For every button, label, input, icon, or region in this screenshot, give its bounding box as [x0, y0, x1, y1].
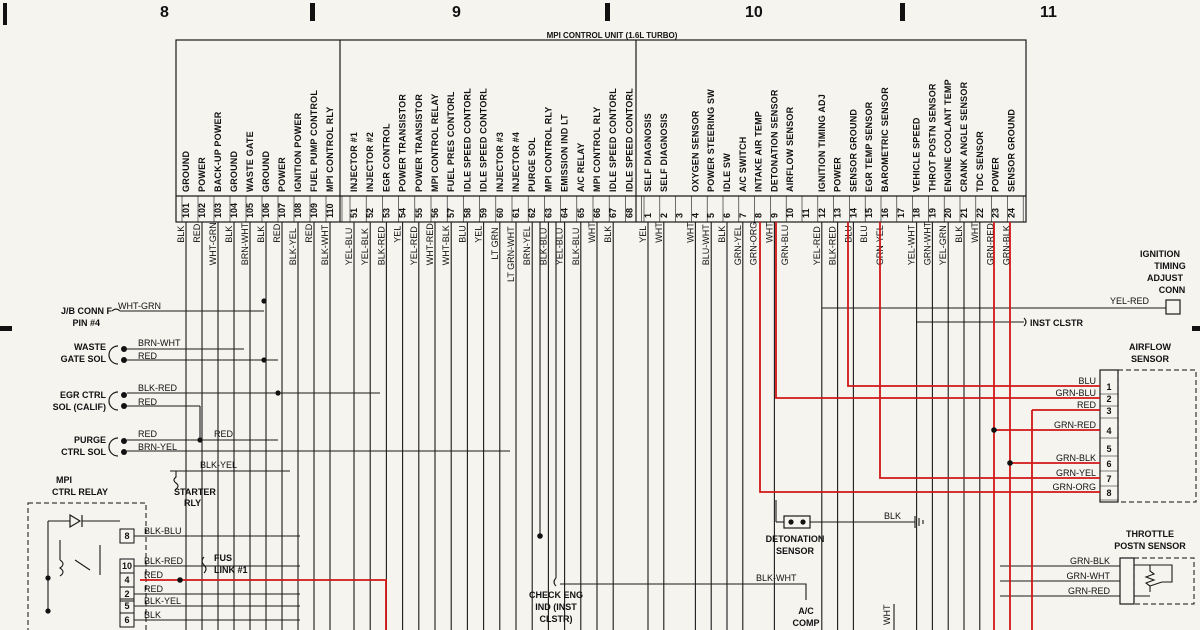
- ecu-pin-label: POWER TRANSISTOR: [413, 93, 424, 192]
- ecu-pin-number: 53: [381, 207, 392, 218]
- ecu-pin-label: EMISSION IND LT: [559, 114, 570, 192]
- ecu-pin-number: 51: [349, 207, 359, 218]
- splice-dot: [537, 533, 543, 539]
- ecu-wire-color: BLK: [603, 225, 614, 243]
- ecu-pin-number: 22: [974, 207, 985, 218]
- ecu-wire-color: YEL-BLU: [344, 227, 354, 266]
- relay-pin-number: 8: [124, 531, 130, 541]
- ecu-pin-label: A/C SWITCH: [737, 136, 748, 192]
- airflow-sensor-label-2: SENSOR: [1130, 354, 1170, 364]
- relay-wire-color: BLK: [144, 610, 162, 620]
- ecu-pin-label: POWER: [197, 156, 207, 192]
- ecu-pin-number: 19: [927, 207, 938, 218]
- check-eng-label-2: IND (INST: [535, 602, 577, 612]
- ecu-pin-number: 16: [880, 207, 890, 218]
- relay-wire-color: RED: [144, 570, 164, 580]
- ecu-pin-number: 56: [430, 207, 440, 218]
- ecu-pin-label: DETONATION SENSOR: [769, 89, 780, 192]
- ecu-pin-number: 101: [181, 202, 191, 218]
- ecu-pin-number: 105: [245, 202, 255, 218]
- ecu-pin-number: 66: [592, 207, 602, 218]
- relay-wire-color: BLK-BLU: [144, 526, 182, 536]
- ecu-wire-color: BRN-YEL: [522, 226, 533, 266]
- purge-wire-a: RED: [138, 429, 158, 439]
- ecu-wire-color: BLU: [843, 225, 854, 243]
- ecu-pin-label: POWER: [832, 156, 843, 192]
- zone-number-11: 11: [1040, 4, 1057, 21]
- ecu-pin-number: 14: [848, 207, 859, 218]
- jb-conn-pin-label: PIN #4: [72, 318, 100, 328]
- ecu-pin-label: GROUND: [229, 150, 239, 192]
- ecu-pin-label: TDC SENSOR: [974, 130, 985, 192]
- mpi-ctrl-relay-label: MPI: [55, 475, 73, 485]
- ecu-pin-label: IDLE SPEED CONTORL: [624, 88, 635, 192]
- relay-pin-number: 10: [121, 561, 133, 571]
- mpi-control-unit: [176, 31, 1026, 222]
- waste-gate-wire-a: BRN-WHT: [138, 338, 181, 348]
- ignition-timing-conn: [1166, 300, 1180, 314]
- ecu-pin-number: 52: [365, 207, 376, 218]
- ecu-pin-label: INJECTOR #1: [349, 131, 359, 192]
- egr-wire-a: BLK-RED: [138, 383, 178, 393]
- ecu-pin-number: 5: [706, 212, 717, 218]
- airflow-wire-color: GRN-YEL: [1055, 468, 1096, 478]
- airflow-wire-color: GRN-RED: [1054, 420, 1096, 430]
- relay-diode-icon: [70, 515, 82, 527]
- ecu-pin-number: 55: [413, 207, 424, 218]
- mpi-ctrl-relay-label-2: CTRL RELAY: [51, 487, 109, 497]
- ecu-pin-number: 104: [229, 202, 239, 218]
- ecu-pin-label: IDLE SPEED CONTORL: [478, 88, 489, 192]
- ignition-timing-label-4: CONN: [1158, 285, 1186, 295]
- ecu-pin-label: PURGE SOL: [527, 137, 538, 192]
- ecu-wire-color: GRN-RED: [985, 223, 996, 266]
- ecu-wire-color: YEL-BLK: [360, 228, 371, 266]
- ecu-pin-number: 11: [801, 208, 811, 218]
- ecu-wire-color: GRN-WHT: [922, 221, 933, 266]
- ignition-timing-wire: YEL-RED: [1110, 296, 1150, 306]
- ecu-pin-number: 1: [643, 212, 653, 218]
- ecu-pin-label: EGR CONTROL: [381, 123, 392, 192]
- ecu-pin-label: INJECTOR #4: [511, 131, 521, 192]
- ecu-pin-number: 23: [990, 207, 1001, 218]
- ecu-wire-color: BLK: [954, 225, 964, 243]
- ecu-pin-label: WASTE GATE: [245, 131, 255, 192]
- ecu-pin-number: 107: [277, 202, 287, 218]
- ecu-wire-color: YEL-BLU: [554, 227, 565, 266]
- ecu-pin-number: 20: [943, 207, 954, 218]
- zone-number-8: 8: [160, 4, 169, 21]
- ecu-pin-number: 7: [737, 212, 748, 218]
- waste-gate-sol-label-2: GATE SOL: [60, 354, 106, 364]
- ecu-pin-number: 108: [293, 202, 303, 218]
- ecu-pin-label: IDLE SPEED CONTORL: [462, 88, 473, 192]
- ecu-wire-color: BLK-RED: [376, 226, 387, 266]
- ecu-pin-number: 58: [462, 207, 473, 218]
- ecu-wire-color: YEL-WHT: [906, 224, 917, 266]
- ecu-pin-number: 59: [478, 207, 489, 218]
- ecu-wire-color: YEL-RED: [811, 226, 822, 266]
- relay-pin-number: 5: [124, 601, 130, 611]
- purge-ctrl-sol-symbol: [109, 438, 118, 456]
- ecu-wire-color: BLU: [457, 225, 468, 243]
- detonation-wire: BLK: [884, 511, 902, 521]
- ecu-wire-color: RED: [272, 223, 282, 243]
- jb-conn-wire-color: WHT-GRN: [118, 301, 161, 311]
- ecu-wire-color: BLK-WHT: [320, 224, 330, 266]
- ecu-pin-label: MPI CONTROL RLY: [592, 106, 602, 192]
- ecu-pin-label: SENSOR GROUND: [848, 108, 859, 192]
- bottom-wht-wire: WHT: [882, 604, 892, 625]
- ecu-wire-color: BLK: [224, 225, 234, 243]
- ecu-pin-label: MPI CONTROL RELAY: [430, 93, 440, 192]
- registration-mark: [605, 3, 610, 21]
- ecu-pin-number: 9: [769, 212, 780, 218]
- ecu-wire-color: WHT: [653, 222, 664, 243]
- right-components: [560, 249, 1196, 630]
- ecu-pin-number: 63: [543, 207, 554, 218]
- zone-number-9: 9: [452, 4, 461, 21]
- ecu-pin-label: EGR TEMP SENSOR: [864, 101, 875, 192]
- ecu-pin-label: ENGINE COOLANT TEMP: [943, 79, 954, 192]
- ac-comp-label-2: COMP: [792, 618, 820, 628]
- ecu-wire-color: GRN-BLU: [780, 224, 791, 266]
- ecu-pin-number: 21: [959, 207, 969, 218]
- ecu-wire-color: BLU: [859, 225, 870, 243]
- red-wire-blu: [848, 222, 1100, 386]
- ecu-wire-color: WHT: [587, 222, 597, 243]
- airflow-pin-number: 8: [1106, 488, 1112, 498]
- ecu-pin-number: 57: [446, 207, 457, 218]
- ecu-pin-number: 102: [197, 202, 207, 218]
- ecu-pin-group-1: [181, 90, 342, 222]
- ecu-wire-color: RED: [192, 223, 202, 243]
- airflow-wire-color: RED: [1076, 400, 1096, 410]
- ecu-wire-color: YEL-RED: [408, 226, 419, 266]
- ecu-pin-number: 8: [753, 212, 764, 218]
- ecu-title: MPI CONTROL UNIT (1.6L TURBO): [546, 31, 678, 40]
- waste-gate-sol-symbol: [109, 346, 118, 364]
- ecu-wire-color: WHT: [764, 222, 775, 243]
- airflow-pin-number: 4: [1106, 426, 1112, 436]
- registration-mark: [900, 3, 905, 21]
- purge-wire-b: BRN-YEL: [138, 442, 178, 452]
- detonation-sensor-label-2: SENSOR: [775, 546, 815, 556]
- ignition-timing-label: IGNITION: [1140, 249, 1180, 259]
- check-eng-label-3: CLSTR): [539, 614, 573, 624]
- check-eng-label: CHECK ENG: [528, 590, 584, 600]
- starter-rly-label-2: RLY: [184, 498, 202, 508]
- ecu-wire-color: BRN-WHT: [240, 222, 250, 266]
- ecu-pin-label: INJECTOR #2: [365, 131, 376, 192]
- ecu-wire-color: GRN-ORG: [748, 221, 759, 266]
- ecu-pin-number: 62: [527, 207, 538, 218]
- relay-pin-number: 4: [124, 575, 130, 585]
- fus-link-label-2: LINK #1: [214, 565, 248, 575]
- ecu-wire-color: LT GRN: [489, 227, 500, 260]
- ecu-pin-label: FUEL PRES CONTORL: [446, 91, 457, 192]
- ecu-pin-label: IDLE SPEED CONTORL: [608, 88, 619, 192]
- egr-wire-b: RED: [138, 397, 158, 407]
- ecu-wire-color: YEL: [473, 225, 484, 243]
- egr-ctrl-sol-label: EGR CTRL: [60, 390, 106, 400]
- ecu-pin-label: AIRFLOW SENSOR: [785, 106, 796, 192]
- airflow-sensor-label: AIRFLOW: [1129, 342, 1171, 352]
- ecu-pin-label: FUEL PUMP CONTROL: [309, 89, 319, 192]
- ecu-wire-color: LT GRN-WHT: [506, 226, 516, 282]
- ecu-pin-number: 3: [674, 212, 685, 218]
- ecu-pin-number: 68: [624, 207, 635, 218]
- ecu-pin-number: 110: [325, 203, 335, 218]
- ecu-wire-color: BLK: [176, 225, 186, 243]
- airflow-pins: [1053, 376, 1119, 500]
- ecu-wire-color: YEL: [638, 225, 648, 243]
- detonation-sensor-label: DETONATION: [765, 534, 825, 544]
- ecu-pin-label: GROUND: [261, 150, 271, 192]
- inst-clstr-label: INST CLSTR: [1030, 318, 1083, 328]
- ecu-pin-number: 103: [213, 202, 223, 218]
- ecu-pin-group-3: [643, 79, 1023, 222]
- ecu-pin-label: MPI CONTROL RLY: [543, 106, 554, 192]
- ecu-pin-number: 18: [911, 207, 922, 218]
- ecu-pin-number: 12: [816, 207, 827, 218]
- ecu-wire-color: BLK-BLU: [570, 227, 581, 266]
- ecu-wire-color: YEL: [392, 225, 403, 243]
- ecu-pin-number: 2: [658, 212, 669, 218]
- throttle-sensor-label-2: POSTN SENSOR: [1114, 541, 1186, 551]
- throttle-sensor-connector: [1120, 558, 1134, 604]
- ecu-pin-label: POWER: [277, 156, 287, 192]
- registration-mark: [310, 3, 315, 21]
- airflow-wire-color: GRN-BLK: [1055, 453, 1096, 463]
- relay-wire-color: RED: [144, 584, 164, 594]
- ecu-pin-number: 60: [494, 207, 505, 218]
- zone-number-10: 10: [745, 4, 763, 21]
- ecu-wire-color: BLK-BLU: [538, 227, 549, 266]
- starter-rly-label: STARTER: [174, 487, 216, 497]
- ecu-wire-color: WHT: [685, 222, 696, 243]
- ecu-pin-number: 109: [309, 202, 319, 218]
- ecu-wire-color: WHT-BLK: [441, 225, 452, 266]
- airflow-pin-number: 1: [1106, 382, 1112, 392]
- ecu-pin-number: 54: [397, 207, 408, 218]
- ecu-pin-number: 13: [832, 207, 843, 218]
- ignition-timing-label-2: TIMING: [1154, 261, 1186, 271]
- relay-pin-number: 6: [124, 615, 130, 625]
- ecu-pin-label: THROT POSTN SENSOR: [927, 83, 938, 192]
- purge-ctrl-sol-label: PURGE: [73, 435, 106, 445]
- ecu-pin-label: A/C RELAY: [575, 142, 586, 192]
- relay-wire-color: BLK-RED: [144, 556, 184, 566]
- ecu-pin-label: POWER: [990, 156, 1001, 192]
- ecu-wire-color: BLK: [717, 225, 727, 243]
- jb-conn-label: J/B CONN F: [60, 306, 112, 316]
- ecu-wire-color: WHT-GRN: [208, 222, 218, 266]
- airflow-pin-number: 3: [1106, 406, 1112, 416]
- ecu-pin-label: SENSOR GROUND: [1006, 108, 1017, 192]
- ecu-pin-number: 65: [575, 207, 586, 218]
- throttle-wires: [1000, 556, 1120, 596]
- ecu-pin-number: 10: [785, 207, 796, 218]
- throttle-wire-color: GRN-RED: [1068, 586, 1110, 596]
- ecu-pin-number: 106: [261, 202, 271, 218]
- ecu-wire-color: BLU-WHT: [701, 224, 712, 266]
- ecu-wire-color: GRN-YEL: [732, 225, 743, 266]
- ecu-pin-label: BACK-UP POWER: [213, 111, 223, 192]
- relay-coil-icon: [48, 521, 120, 610]
- ecu-pin-label: SELF DIAGNOSIS: [658, 113, 669, 192]
- throttle-wire-color: GRN-WHT: [1066, 571, 1110, 581]
- ecu-pin-label: IGNITION TIMING ADJ: [816, 94, 827, 192]
- ac-comp-wire: BLK-WHT: [756, 573, 797, 583]
- ecu-pin-label: IGNITION POWER: [293, 112, 303, 192]
- ecu-pin-number: 6: [722, 212, 732, 218]
- waste-gate-wire-b: RED: [138, 351, 158, 361]
- airflow-pin-number: 7: [1106, 474, 1112, 484]
- starter-rly-wire: BLK-YEL: [200, 460, 238, 470]
- ecu-wire-color: GRN-YEL: [875, 225, 885, 266]
- ecu-pin-number: 17: [895, 207, 906, 218]
- ecu-pin-label: INTAKE AIR TEMP: [753, 111, 764, 192]
- registration-mark: [0, 326, 12, 331]
- ecu-wire-color: WHT: [969, 222, 980, 243]
- relay-pin-number: 2: [124, 589, 130, 599]
- airflow-wire-color: BLU: [1078, 376, 1096, 386]
- relay-pins: [120, 526, 300, 627]
- ecu-wire-color: YEL-GRN: [938, 225, 949, 266]
- ecu-wire-color: GRN-BLK: [1001, 225, 1012, 266]
- splice-dot: [261, 298, 266, 303]
- egr-ctrl-sol-label-2: SOL (CALIF): [52, 402, 106, 412]
- relay-wire-color: BLK-YEL: [144, 596, 182, 606]
- ecu-pin-label: SELF DIAGNOSIS: [643, 113, 653, 192]
- egr-ctrl-sol-symbol: [109, 392, 118, 410]
- airflow-pin-number: 5: [1106, 444, 1112, 454]
- ecu-pin-number: 67: [608, 207, 619, 218]
- fus-link-label: FUS: [214, 553, 232, 563]
- airflow-pin-number: 6: [1106, 459, 1112, 469]
- potentiometer-icon: [1134, 565, 1172, 596]
- throttle-wire-color: GRN-BLK: [1069, 556, 1110, 566]
- highlight-wires: [140, 222, 1100, 630]
- ignition-timing-label-3: ADJUST: [1146, 273, 1184, 283]
- ecu-pin-label: IDLE SW: [722, 153, 732, 192]
- ecu-pin-number: 61: [511, 207, 521, 218]
- ecu-pin-label: POWER STEERING SW: [706, 89, 717, 192]
- fus-link-symbol: [202, 557, 206, 573]
- detonation-sensor-body: [784, 516, 810, 528]
- ecu-wires: [176, 221, 1011, 630]
- ecu-pin-group-2: [349, 88, 642, 222]
- ecu-pin-label: BAROMETRIC SENSOR: [880, 87, 890, 192]
- ecu-pin-label: CRANK ANGLE SENSOR: [959, 81, 969, 192]
- ecu-pin-label: GROUND: [181, 150, 191, 192]
- ecu-pin-label: POWER TRANSISTOR: [397, 93, 408, 192]
- ecu-pin-number: 24: [1006, 207, 1017, 218]
- throttle-sensor-label: THROTTLE: [1126, 529, 1174, 539]
- registration-mark: [1192, 326, 1200, 331]
- airflow-wire-color: GRN-ORG: [1052, 482, 1096, 492]
- purge-wire-c: RED: [214, 429, 234, 439]
- airflow-pin-number: 2: [1106, 394, 1112, 404]
- ecu-wire-color: BLK: [256, 225, 266, 243]
- ecu-wire-color: BLK-RED: [827, 226, 838, 266]
- ecu-pin-label: OXYGEN SENSOR: [690, 110, 701, 192]
- ecu-wire-color: BLK-YEL: [288, 228, 298, 266]
- ecu-pin-number: 4: [690, 212, 701, 218]
- ac-comp-label: A/C: [798, 606, 814, 616]
- ecu-pin-label: INJECTOR #3: [494, 131, 505, 192]
- ecu-pin-number: 64: [559, 207, 570, 218]
- ecu-wire-color: WHT-RED: [425, 223, 435, 266]
- registration-mark: [3, 3, 7, 25]
- airflow-sensor-body: [1118, 370, 1196, 502]
- ecu-pin-label: MPI CONTROL RLY: [325, 106, 335, 192]
- ecu-pin-label: VEHICLE SPEED: [911, 117, 922, 192]
- waste-gate-sol-label: WASTE: [73, 342, 106, 352]
- ecu-wire-color: RED: [304, 223, 314, 243]
- purge-ctrl-sol-label-2: CTRL SOL: [61, 447, 106, 457]
- ecu-pin-number: 15: [864, 207, 875, 218]
- airflow-wire-color: GRN-BLU: [1055, 388, 1096, 398]
